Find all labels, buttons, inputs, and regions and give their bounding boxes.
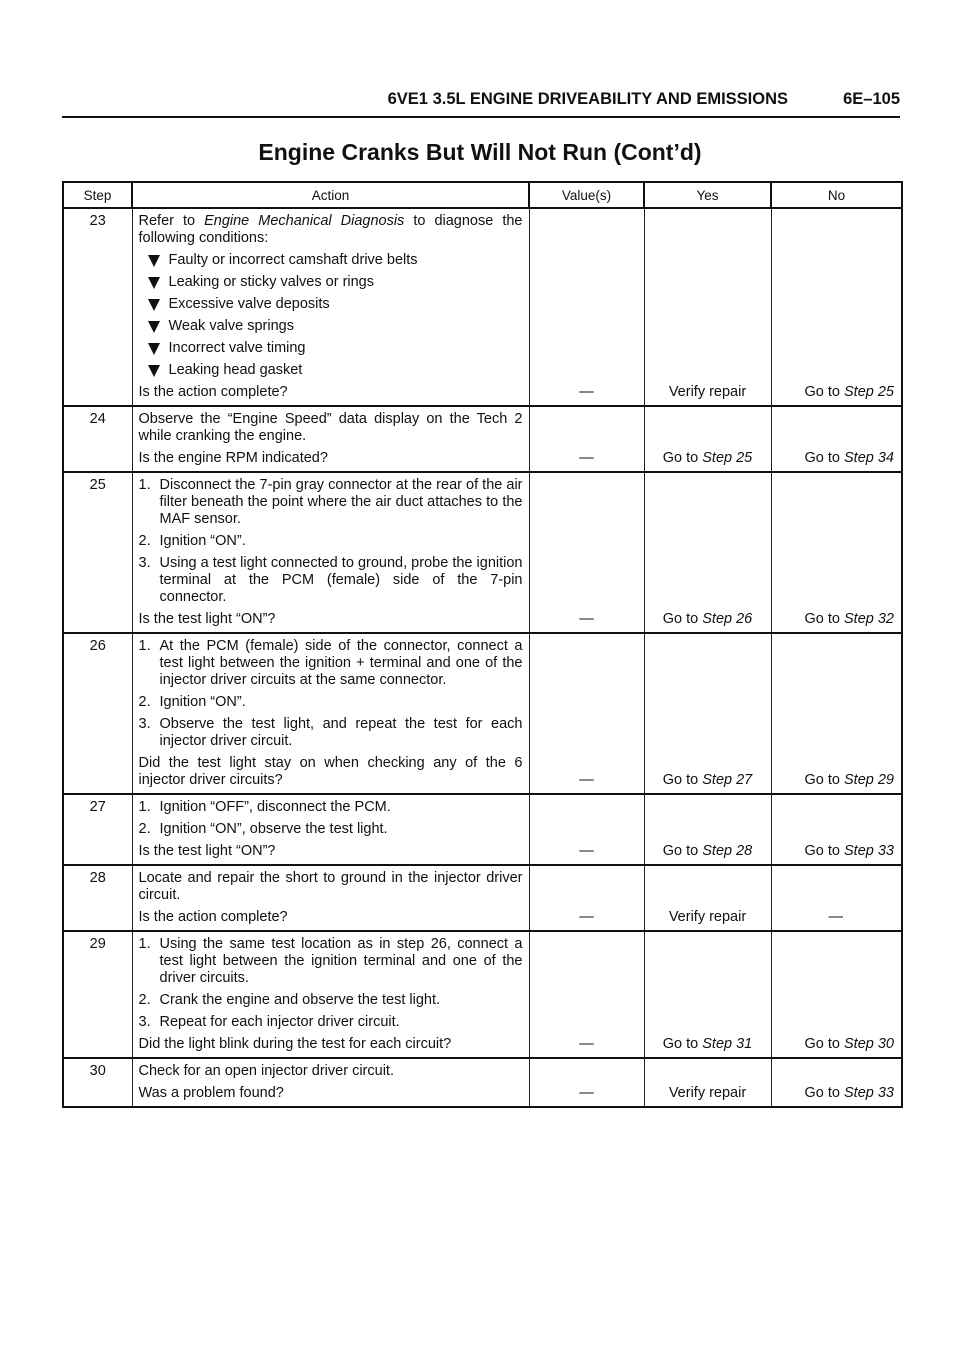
action-text: Observe the “Engine Speed” data display on the Tech 2 while cranking the engine.: [138, 411, 523, 444]
table-row: [63, 865, 902, 931]
numbered-item: 2. Crank the engine and observe the test light.: [138, 992, 441, 1008]
yes-cell: Go to Step 26: [644, 472, 771, 633]
yes-cell: Verify repair: [644, 865, 771, 931]
action-question: Is the action complete?: [138, 384, 288, 400]
no-cell: Go to Step 25: [771, 208, 902, 406]
action-cell: [132, 865, 529, 931]
bullet-item: Incorrect valve timing: [139, 340, 523, 357]
no-cell: Go to Step 30: [771, 931, 902, 1058]
triangle-bullet-icon: [148, 277, 160, 289]
triangle-bullet-icon: [148, 321, 160, 333]
numbered-item: 1. Using the same test location as in step 26, connect a test light between the ignition terminal and one of the driver circuits.: [138, 936, 523, 986]
action-question: Did the light blink during the test for each circuit?: [138, 1036, 452, 1052]
value-cell: —: [529, 208, 644, 406]
step-reference: Step 34: [844, 450, 894, 466]
action-intro: Refer to Engine Mechanical Diagnosis to diagnose the following conditions:: [138, 213, 523, 246]
value-cell: —: [529, 1058, 644, 1107]
action-cell: [132, 406, 529, 472]
page-title: Engine Cranks But Will Not Run (Cont’d): [258, 139, 702, 165]
numbered-item: 1. Disconnect the 7-pin gray connector at the rear of the air filter beneath the point where the air duct attaches to the MAF sensor.: [138, 477, 523, 527]
table-row: [63, 472, 902, 633]
action-text: Locate and repair the short to ground in the injector driver circuit.: [138, 870, 523, 903]
table-row: [63, 406, 902, 472]
header-yes: Yes: [644, 182, 771, 208]
table-row: [63, 1058, 902, 1107]
step-reference: Step 30: [844, 1036, 894, 1052]
no-cell: Go to Step 33: [771, 1058, 902, 1107]
header-no: No: [771, 182, 902, 208]
bullet-item: Leaking or sticky valves or rings: [139, 274, 523, 291]
numbered-item: 2. Ignition “ON”.: [138, 533, 246, 549]
step-reference: Step 31: [702, 1036, 753, 1052]
action-cell: [132, 633, 529, 794]
step-reference: Step 25: [844, 384, 894, 400]
no-cell: —: [771, 865, 902, 931]
numbered-item: 2. Ignition “ON”, observe the test light.: [138, 821, 388, 837]
no-cell: Go to Step 34: [771, 406, 902, 472]
table-row: [63, 633, 902, 794]
table-row: [63, 931, 902, 1058]
bullet-item: Weak valve springs: [139, 318, 523, 335]
numbered-item: 3. Repeat for each injector driver circuit.: [138, 1014, 400, 1030]
action-cell: [132, 794, 529, 865]
step-reference: Step 26: [702, 611, 753, 627]
value-cell: —: [529, 865, 644, 931]
step-reference: Step 27: [702, 772, 753, 788]
value-cell: —: [529, 406, 644, 472]
action-question: Is the action complete?: [138, 909, 288, 925]
triangle-bullet-icon: [148, 343, 160, 355]
yes-cell: Go to Step 25: [644, 406, 771, 472]
no-cell: Go to Step 33: [771, 794, 902, 865]
action-cell: [132, 208, 529, 406]
action-cell: [132, 1058, 529, 1107]
value-cell: —: [529, 472, 644, 633]
yes-cell: Go to Step 28: [644, 794, 771, 865]
header-title: 6VE1 3.5L ENGINE DRIVEABILITY AND EMISSIONS: [387, 90, 788, 108]
table-header-row: [63, 182, 902, 208]
step-number: 23: [63, 208, 132, 406]
step-reference: Step 32: [844, 611, 894, 627]
header-values: Value(s): [529, 182, 644, 208]
action-question: Is the test light “ON”?: [138, 611, 276, 627]
action-question: Is the test light “ON”?: [138, 843, 276, 859]
diagnostic-table: [62, 181, 903, 1108]
value-cell: —: [529, 794, 644, 865]
yes-cell: Go to Step 31: [644, 931, 771, 1058]
step-number: 25: [63, 472, 132, 633]
action-question: Was a problem found?: [138, 1085, 284, 1101]
header-action: Action: [132, 182, 529, 208]
numbered-item: 3. Using a test light connected to ground, probe the ignition terminal at the PCM (female) side of the 7-pin connector.: [138, 555, 523, 605]
value-cell: —: [529, 931, 644, 1058]
page-number: 6E–105: [843, 90, 900, 108]
step-number: 24: [63, 406, 132, 472]
step-reference: Step 25: [702, 450, 753, 466]
step-number: 26: [63, 633, 132, 794]
header-step: Step: [63, 182, 132, 208]
numbered-item: 1. At the PCM (female) side of the connector, connect a test light between the ignition + terminal and one of the injector driver circuits at the same connector.: [138, 638, 523, 688]
step-reference: Step 28: [702, 843, 753, 859]
step-reference: Step 33: [844, 1085, 894, 1101]
running-header: [62, 88, 900, 118]
no-cell: Go to Step 32: [771, 472, 902, 633]
no-cell: Go to Step 29: [771, 633, 902, 794]
triangle-bullet-icon: [148, 299, 160, 311]
reference-link: Engine Mechanical Diagnosis: [204, 213, 405, 229]
step-number: 30: [63, 1058, 132, 1107]
action-question: Is the engine RPM indicated?: [138, 450, 328, 466]
yes-cell: Verify repair: [644, 1058, 771, 1107]
step-number: 28: [63, 865, 132, 931]
bullet-item: Excessive valve deposits: [139, 296, 523, 313]
step-number: 27: [63, 794, 132, 865]
action-question: Did the test light stay on when checking any of the 6 injector driver circuits?: [138, 755, 523, 788]
action-text: Check for an open injector driver circuit.: [138, 1063, 394, 1079]
action-cell: [132, 472, 529, 633]
action-cell: [132, 931, 529, 1058]
bullet-item: Faulty or incorrect camshaft drive belts: [139, 252, 523, 269]
bullet-item: Leaking head gasket: [139, 362, 523, 379]
value-cell: —: [529, 633, 644, 794]
table-row: [63, 208, 902, 406]
numbered-item: 1. Ignition “OFF”, disconnect the PCM.: [138, 799, 391, 815]
yes-cell: Verify repair: [644, 208, 771, 406]
numbered-item: 3. Observe the test light, and repeat the test for each injector driver circuit.: [138, 716, 523, 749]
yes-cell: Go to Step 27: [644, 633, 771, 794]
step-reference: Step 33: [844, 843, 894, 859]
step-number: 29: [63, 931, 132, 1058]
table-row: [63, 794, 902, 865]
numbered-item: 2. Ignition “ON”.: [138, 694, 246, 710]
triangle-bullet-icon: [148, 255, 160, 267]
triangle-bullet-icon: [148, 365, 160, 377]
step-reference: Step 29: [844, 772, 894, 788]
